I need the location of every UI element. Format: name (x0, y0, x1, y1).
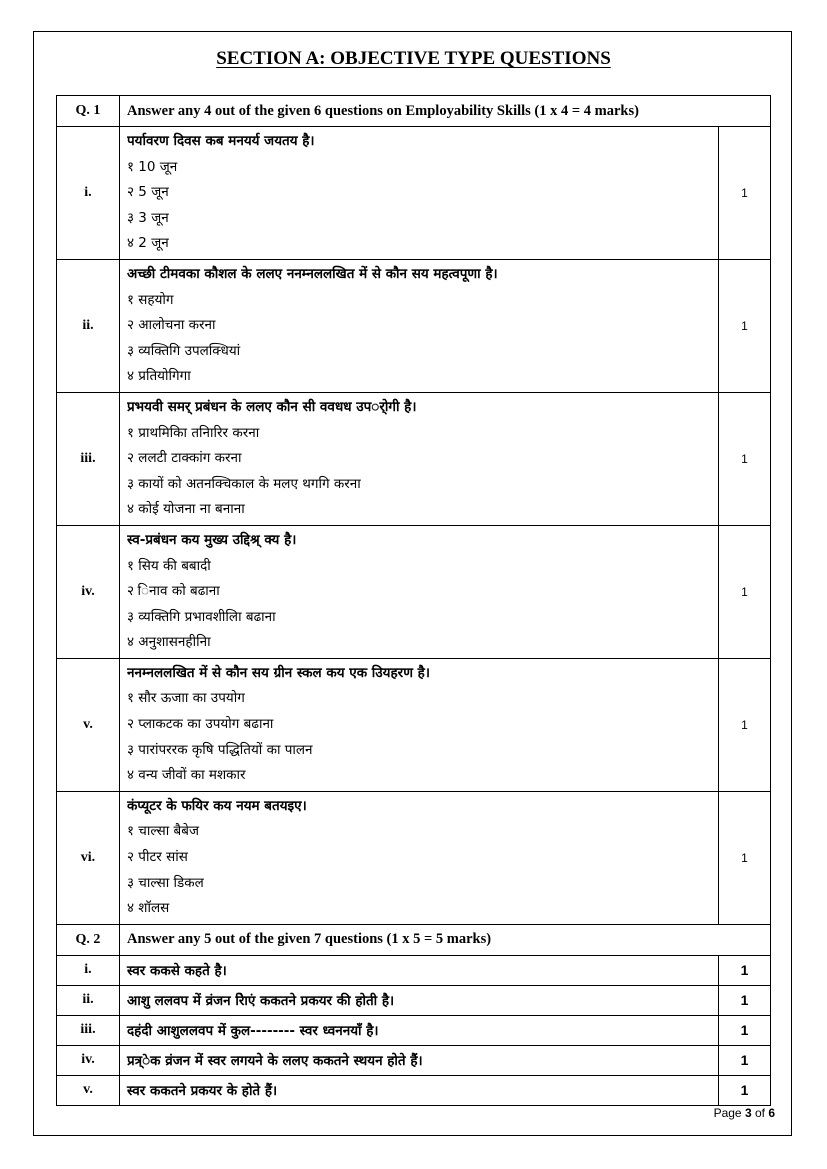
marks-value: 1 (719, 1045, 771, 1075)
option-text: ४ वन्य जीवों का मशकार (127, 767, 246, 784)
option-text: २ ललटी टाक्कांग करना (127, 450, 242, 467)
question-cell (120, 259, 719, 392)
short-question-row (57, 1045, 771, 1075)
question-stem: ननम्नललखित में से कौन सय ग्रीन स्कल कय एक उियहरण है। (127, 664, 430, 681)
question-cell (120, 525, 719, 658)
option-text: १ प्राथमिकिा तनिारिर करना (127, 424, 260, 441)
question-content (120, 659, 718, 791)
question-stem: प्रभयवी समर् प्रबंधन के ललए कौन सी ववधध उपर्ोगी है। (127, 398, 417, 415)
marks-value: 1 (719, 1075, 771, 1105)
question-cell (120, 791, 719, 924)
question-label: iii. (57, 392, 120, 525)
option-text: १ सौर ऊजाा का उपयोग (127, 690, 245, 707)
question-text: प्रत्र्ेक व्रंजन में स्वर लगयने के ललए ककतने स्थयन होते हैं। (120, 1045, 719, 1075)
question-content (120, 260, 718, 392)
question-stem: कंप्यूटर के फयिर कय नयम बतयइए। (127, 797, 307, 814)
question-label: ii. (57, 985, 120, 1015)
mcq-row (57, 259, 771, 392)
option-text: ४ कोई योजना ना बनाना (127, 501, 245, 518)
marks-value: 1 (719, 1015, 771, 1045)
option-text: १ सहयोग (127, 291, 174, 308)
marks-value: 1 (719, 791, 771, 924)
question-label: iv. (57, 1045, 120, 1075)
marks-value: 1 (719, 127, 771, 260)
mcq-row (57, 392, 771, 525)
question-table (56, 95, 771, 1106)
option-text: २ आलोचना करना (127, 317, 216, 334)
question-content (120, 393, 718, 525)
mcq-row (57, 791, 771, 924)
option-text: १ 10 जून (127, 158, 178, 175)
question-cell (120, 392, 719, 525)
option-text: २ पीटर सांस (127, 849, 188, 866)
marks-value: 1 (719, 525, 771, 658)
q2-instruction: Answer any 5 out of the given 7 questions (1 x 5 = 5 marks) (120, 924, 771, 955)
question-text: दहंदी आशुललवप में कुल-------- स्वर ध्वननयाँ है। (120, 1015, 719, 1045)
option-text: ३ चाल्सा डिकल (127, 874, 204, 891)
short-question-row (57, 1075, 771, 1105)
option-text: ४ 2 जून (127, 235, 169, 252)
mcq-row (57, 658, 771, 791)
option-text: ४ अनुशासनहीनिा (127, 634, 211, 651)
question-label: ii. (57, 259, 120, 392)
page-footer (714, 1106, 775, 1120)
short-question-row (57, 955, 771, 985)
mcq-row (57, 525, 771, 658)
short-question-row (57, 985, 771, 1015)
question-stem: पर्यावरण दिवस कब मनयर्य जयतय है। (127, 133, 315, 149)
footer-prefix: Page (713, 1106, 745, 1120)
question-text: आशु ललवप में व्रंजन रेिाएं ककतने प्रकयर की होती है। (120, 985, 719, 1015)
marks-value: 1 (719, 985, 771, 1015)
question-label: vi. (57, 791, 120, 924)
question-content (120, 792, 718, 924)
mcq-row (57, 127, 771, 260)
option-text: १ सिय की बबादी (127, 557, 211, 574)
option-text: ३ कायों को अतनक्चिकाल के मलए थगगि करना (127, 475, 361, 492)
footer-current-page: 3 (744, 1106, 752, 1120)
question-content (120, 127, 718, 259)
short-question-row (57, 1015, 771, 1045)
question-content (120, 526, 718, 658)
question-text: स्वर ककसे कहते है। (120, 955, 719, 985)
q1-instruction: Answer any 4 out of the given 6 questions on Employability Skills (1 x 4 = 4 marks) (120, 96, 771, 127)
marks-value: 1 (719, 955, 771, 985)
option-text: २ िनाव को बढाना (127, 583, 220, 600)
question-stem: अच्छी टीमवका कौशल के ललए ननम्नललखित में से कौन सय महत्वपूणा है। (127, 265, 498, 282)
question-label: iii. (57, 1015, 120, 1045)
question-cell (120, 127, 719, 260)
question-label: v. (57, 658, 120, 791)
question-text: स्वर ककतने प्रकयर के होते हैं। (120, 1075, 719, 1105)
q1-number: Q. 1 (57, 96, 120, 127)
option-text: १ चाल्सा बैबेज (127, 823, 199, 840)
question-cell (120, 658, 719, 791)
marks-value: 1 (719, 259, 771, 392)
option-text: ४ शॉलस (127, 900, 170, 917)
question-stem: स्व-प्रबंधन कय मुख्य उद्दिश्र् क्य है। (127, 531, 297, 548)
marks-value: 1 (719, 658, 771, 791)
option-text: ३ पारांपररक कृषि पद्धितियों का पालन (127, 741, 313, 758)
section-title: SECTION A: OBJECTIVE TYPE QUESTIONS (216, 48, 611, 69)
question-label: iv. (57, 525, 120, 658)
option-text: २ प्लाकटक का उपयोग बढाना (127, 716, 274, 733)
marks-value: 1 (719, 392, 771, 525)
q2-number: Q. 2 (57, 924, 120, 955)
q2-header-row (57, 924, 771, 955)
question-label: i. (57, 955, 120, 985)
option-text: २ 5 जून (127, 184, 169, 201)
option-text: ३ व्यक्तिगि उपलक्धियां (127, 342, 241, 359)
footer-of: of (751, 1106, 769, 1120)
footer-total-pages: 6 (768, 1106, 775, 1120)
question-label: i. (57, 127, 120, 260)
option-text: ३ 3 जून (127, 209, 169, 226)
question-label: v. (57, 1075, 120, 1105)
option-text: ३ व्यक्तिगि प्रभावशीलिा बढाना (127, 608, 276, 625)
option-text: ४ प्रतियोगिगा (127, 368, 191, 385)
q1-header-row (57, 96, 771, 127)
